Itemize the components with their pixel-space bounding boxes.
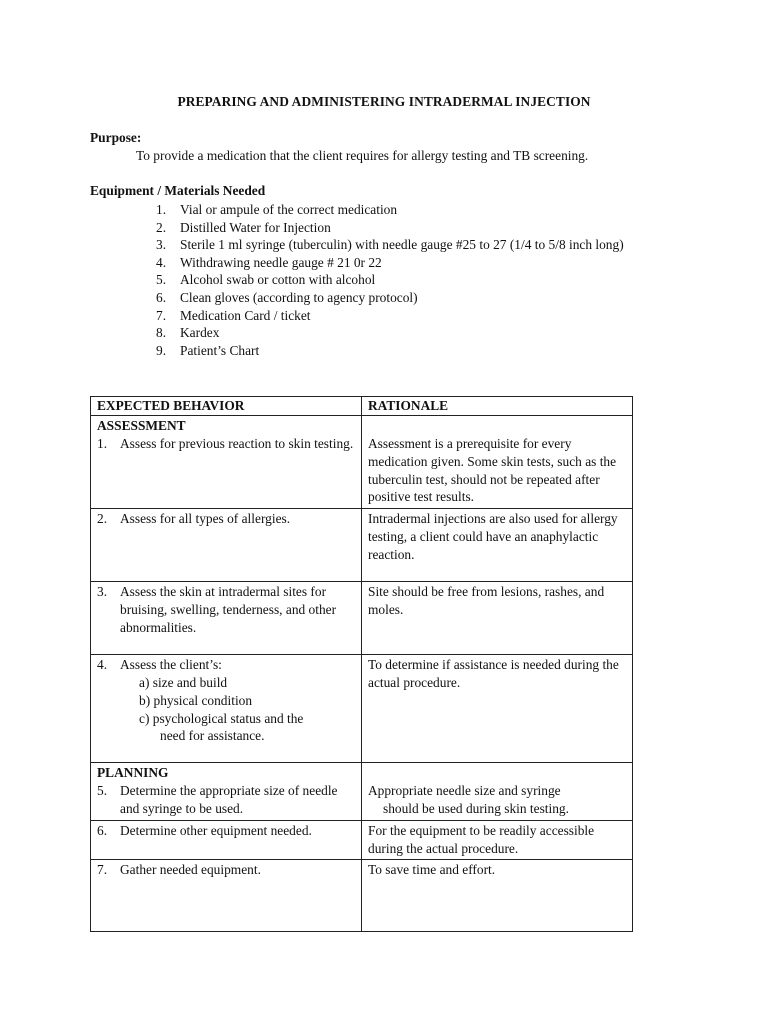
sub-item-continuation: need for assistance. <box>160 728 265 744</box>
section-assessment-label: ASSESSMENT <box>97 418 186 433</box>
equipment-item: 7. Medication Card / ticket <box>156 307 311 323</box>
sub-item: b) physical condition <box>139 692 253 708</box>
behavior-cell: 5. Determine the appropriate size of needle and syringe to be used. <box>97 782 338 816</box>
behavior-cell: 2. Assess for all types of allergies. <box>97 511 291 527</box>
sub-item: a) size and build <box>139 674 228 690</box>
behavior-cell: 7. Gather needed equipment. <box>97 862 261 878</box>
rationale-cell-continuation: should be used during skin testing. <box>383 800 569 816</box>
behavior-cell: 1. Assess for previous reaction to skin testing. <box>97 435 354 451</box>
rationale-cell: Appropriate needle size and syringe <box>368 783 561 799</box>
purpose-text: To provide a medication that the client requires for allergy testing and TB screening. <box>136 148 589 163</box>
table-row <box>91 763 633 821</box>
equipment-item: 2. Distilled Water for Injection <box>156 219 331 235</box>
rationale-cell: To determine if assistance is needed during the actual procedure. <box>362 655 633 763</box>
rationale-cell: Intradermal injections are also used for allergy testing, a client could have an anaphylactic reaction. <box>362 509 633 582</box>
equipment-item: 4. Withdrawing needle gauge # 21 0r 22 <box>156 254 382 270</box>
header-rationale: RATIONALE <box>362 397 633 416</box>
equipment-item: 6. Clean gloves (according to agency protocol) <box>156 289 418 305</box>
table-row <box>91 582 633 655</box>
behavior-cell: 6. Determine other equipment needed. <box>97 822 312 838</box>
table-header-row <box>91 397 633 416</box>
equipment-item: 8. Kardex <box>156 325 220 341</box>
behavior-cell: 3. Assess the skin at intradermal sites for bruising, swelling, tenderness, and other abnormalities. <box>97 584 337 635</box>
equipment-item: 9. Patient’s Chart <box>156 342 260 358</box>
rationale-cell: Site should be free from lesions, rashes, and moles. <box>362 582 633 655</box>
table-row <box>91 860 633 932</box>
equipment-item: 3. Sterile 1 ml syringe (tuberculin) with needle gauge #25 to 27 (1/4 to 5/8 inch long) <box>156 237 624 253</box>
rationale-cell: Assessment is a prerequisite for every medication given. Some skin tests, such as the tuberculin test, should not be repeated after positive test results. <box>368 436 617 505</box>
procedure-table <box>90 396 633 932</box>
header-expected-behavior: EXPECTED BEHAVIOR <box>91 397 362 416</box>
equipment-list <box>150 201 678 359</box>
behavior-cell: 4. Assess the client’s: <box>97 657 222 673</box>
rationale-cell: For the equipment to be readily accessible during the actual procedure. <box>362 820 633 860</box>
equipment-item: 1. Vial or ampule of the correct medication <box>156 202 398 217</box>
table-row <box>91 416 633 509</box>
table-row <box>91 509 633 582</box>
section-planning-label: PLANNING <box>97 765 169 781</box>
table-row <box>91 820 633 860</box>
table-row <box>91 655 633 763</box>
sub-item: c) psychological status and the <box>139 710 304 726</box>
equipment-item: 5. Alcohol swab or cotton with alcohol <box>156 272 376 288</box>
rationale-cell: To save time and effort. <box>362 860 633 932</box>
equipment-heading: Equipment / Materials Needed <box>90 183 266 198</box>
page-title: PREPARING AND ADMINISTERING INTRADERMAL INJECTION <box>177 94 591 109</box>
purpose-heading: Purpose: <box>90 130 142 145</box>
